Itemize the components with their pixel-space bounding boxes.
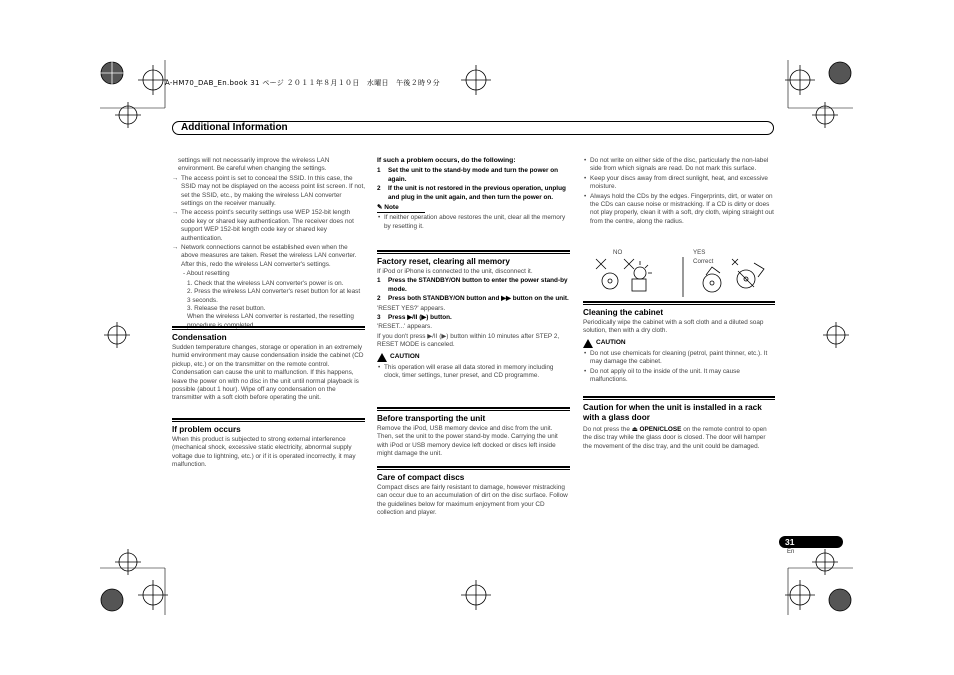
cabinet-section bbox=[583, 301, 775, 385]
disc-illustration bbox=[588, 247, 774, 297]
factory-intro: If iPod or iPhone is connected to the unit, disconnect it. bbox=[377, 268, 533, 275]
transport-section bbox=[377, 407, 570, 460]
reset-heading: - About resetting bbox=[183, 270, 230, 278]
problem-section bbox=[172, 418, 365, 471]
reset-step: When the wireless LAN converter is restarted, the resetting procedure is completed. bbox=[187, 313, 354, 329]
eject-icon: ⏏ bbox=[631, 426, 638, 433]
heading-rule bbox=[172, 418, 365, 422]
condensation-heading: Condensation bbox=[172, 333, 227, 342]
problem-lead: If such a problem occurs, do the following: bbox=[377, 157, 516, 164]
heading-rule bbox=[377, 407, 570, 411]
condensation-text: Sudden temperature changes, storage or operation in an extremely humid environment may cause condensation inside the cabinet (CD pickup, etc.) or on the transmitter on the remote control. Condensation can cause the unit to malfunction. If this happens, leave the power on with no disc in the unit until normal playback is possible (about 1 hour). Wipe off any condensation on the transmitter with a soft cloth before operating the unit. bbox=[172, 344, 364, 402]
note-text: • If neither operation above restores the unit, clear all the memory by resetting it. bbox=[377, 214, 570, 231]
column-1 bbox=[172, 157, 365, 330]
heading-rule bbox=[583, 301, 775, 305]
heading-rule bbox=[377, 466, 570, 470]
heading-rule bbox=[583, 396, 775, 400]
caution-label: CAUTION bbox=[377, 353, 570, 362]
intro-text: settings will not necessarily improve the wireless LAN environment. Be careful when changing the settings. bbox=[178, 157, 330, 173]
cabinet-bullet: • Do not use chemicals for cleaning (petrol, paint thinner, etc.). It may damage the cabinet. bbox=[583, 350, 775, 367]
care-section bbox=[377, 466, 570, 519]
step-item: 3 Press ▶/II (▶) button. bbox=[377, 314, 452, 322]
care-heading: Care of compact discs bbox=[377, 473, 465, 482]
disc-handling-icon bbox=[588, 255, 774, 297]
appears-text: 'RESET...' appears. bbox=[377, 323, 433, 331]
page-language: En bbox=[787, 549, 795, 555]
caution-text: • This operation will erase all data stored in memory including clock, timer settings, tuner preset, and CD programme. bbox=[377, 364, 570, 381]
arrow-item: → The access point's security settings use WEP 152-bit length code key or shared key authentication. The receiver does not support WEP 152-bit length code key or shared key authentication. bbox=[172, 209, 365, 243]
step-item: 2 If the unit is not restored in the previous operation, unplug and plug in the unit again, and then turn the power on. bbox=[377, 185, 566, 201]
disc-bullet: • Always hold the CDs by the edges. Fingerprints, dirt, or water on the CDs can cause noise or mistracking. If a CD is dirty or does not play properly, clean it with a soft, dry cloth, wiping straight out from the centre, along the radius. bbox=[583, 193, 775, 227]
step-item: 2 Press both STANDBY/ON button and ▶▶ button on the unit. bbox=[377, 295, 569, 303]
factory-after-text: If you don't press ▶/II (▶) button within 10 minutes after STEP 2, RESET MODE is canceled. bbox=[377, 332, 560, 349]
cabinet-text: Periodically wipe the cabinet with a soft cloth and a diluted soap solution, then with a dry cloth. bbox=[583, 319, 764, 335]
rack-section bbox=[583, 396, 775, 452]
arrow-item: → Network connections cannot be established even when the above measures are taken. Reset the wireless LAN converter. After this, redo the wireless LAN converter's settings. bbox=[172, 244, 365, 269]
problem-text: When this product is subjected to strong external interference (mechanical shock, excessive static electricity, abnormal supply voltage due to lightning, etc.) or if it is operated incorrectly, it may malfunction. bbox=[172, 436, 356, 469]
pencil-icon: ✎ bbox=[377, 204, 383, 212]
column-3 bbox=[583, 157, 775, 227]
section-title: Additional Information bbox=[181, 122, 288, 133]
column-2 bbox=[377, 157, 570, 232]
factory-reset-heading: Factory reset, clearing all memory bbox=[377, 257, 510, 266]
disc-bullet: • Do not write on either side of the disc, particularly the non-label side from which signals are read. Do not mark this surface. bbox=[583, 157, 775, 174]
illus-yes-label: YES bbox=[693, 249, 706, 256]
care-text: Compact discs are fairly resistant to damage, however mistracking can occur due to an accumulation of dirt on the disc surface. Follow the guidelines below for maximum enjoyment from your CD collection and player. bbox=[377, 484, 568, 517]
warning-icon bbox=[377, 353, 387, 362]
condensation-section bbox=[172, 326, 365, 404]
page-number: 31 bbox=[785, 537, 795, 547]
warning-icon bbox=[583, 339, 593, 348]
heading-rule bbox=[377, 250, 570, 254]
appears-text: 'RESET YES?' appears. bbox=[377, 304, 446, 312]
reset-step: 3. Release the reset button. bbox=[187, 304, 266, 312]
rack-text: Do not press the ⏏ OPEN/CLOSE on the remote control to open the disc tray while the glass door is closed. The door will hamper the movement of the disc tray, and the unit could be damaged. bbox=[583, 426, 767, 450]
cabinet-bullet: • Do not apply oil to the inside of the unit. It may cause malfunctions. bbox=[583, 368, 775, 385]
transport-text: Remove the iPod, USB memory device and disc from the unit. Then, set the unit to the power stand-by mode. Carrying the unit with iPod or USB memory device left docked or discs left inside might damage the unit. bbox=[377, 425, 558, 458]
illus-no-label: NO bbox=[613, 249, 623, 256]
transport-heading: Before transporting the unit bbox=[377, 414, 486, 423]
illus-correct-label: Correct bbox=[693, 258, 714, 265]
caution-label: CAUTION bbox=[583, 339, 775, 348]
factory-reset-section bbox=[377, 250, 570, 381]
arrow-item: → The access point is set to conceal the SSID. In this case, the SSID may not be displayed on the access point list screen. If not, set the SSID, etc., by making the wireless LAN converter settings on the receiver manually. bbox=[172, 175, 365, 209]
disc-bullet: • Keep your discs away from direct sunlight, heat, and excessive moisture. bbox=[583, 175, 775, 192]
heading-rule bbox=[172, 326, 365, 330]
problem-heading: If problem occurs bbox=[172, 425, 241, 434]
note-label: ✎ Note bbox=[377, 204, 425, 213]
file-info-line: A-HM70_DAB_En.book 31 ページ ２０１１年８月１０日 水曜日 午後２時９分 bbox=[165, 79, 440, 87]
rack-heading: Caution for when the unit is installed in a rack with a glass door bbox=[583, 403, 762, 422]
step-item: 1 Set the unit to the stand-by mode and turn the power on again. bbox=[377, 167, 559, 183]
cabinet-heading: Cleaning the cabinet bbox=[583, 308, 664, 317]
reset-step: 2. Press the wireless LAN converter's reset button for at least 3 seconds. bbox=[187, 288, 361, 304]
reset-step: 1. Check that the wireless LAN converter's power is on. bbox=[187, 279, 344, 287]
step-item: 1 Press the STANDBY/ON button to enter the power stand-by mode. bbox=[377, 277, 568, 293]
